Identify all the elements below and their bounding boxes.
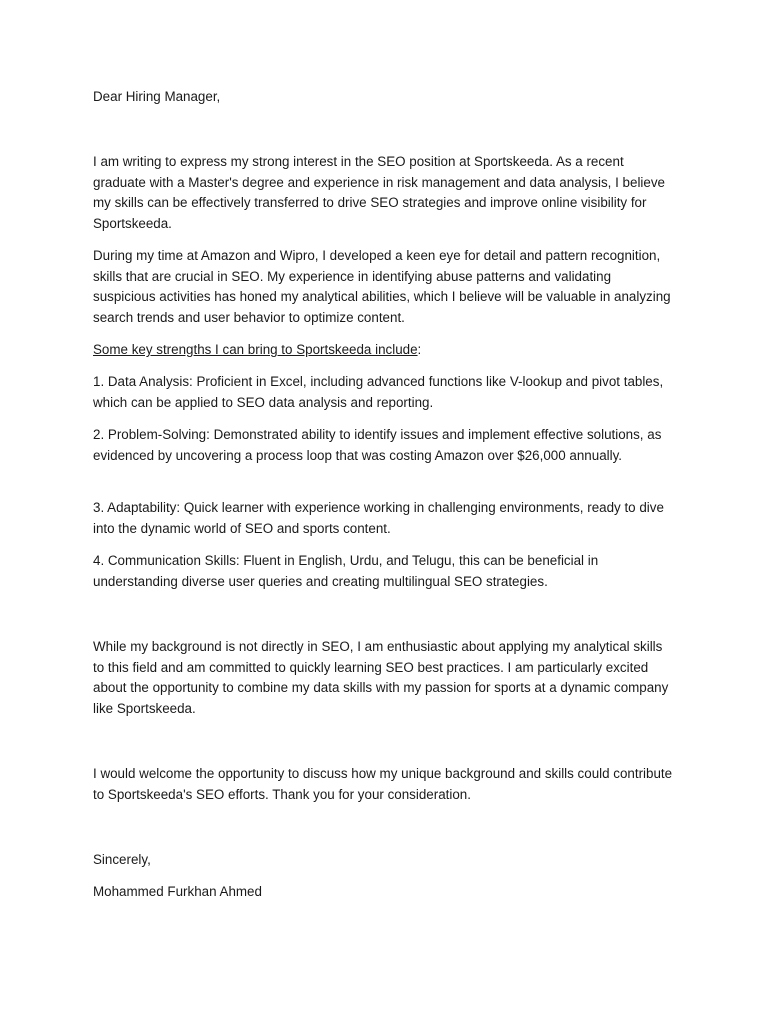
experience-paragraph: During my time at Amazon and Wipro, I developed a keen eye for detail and pattern recognition, skills that are crucial in SEO. My experience in identifying abuse patterns and validating suspicious activities has honed my analytical abilities, which I believe will be valuable in analyzing search trends and user behavior to optimize content. <box>93 248 671 325</box>
salutation: Dear Hiring Manager, <box>93 89 221 104</box>
signoff: Sincerely, <box>93 852 151 867</box>
strength-item-3: 3. Adaptability: Quick learner with experience working in challenging environments, ready to dive into the dynamic world of SEO and sports content. <box>93 500 664 536</box>
closing-paragraph: I would welcome the opportunity to discuss how my unique background and skills could contribute to Sportskeeda's SEO efforts. Thank you for your consideration. <box>93 766 673 802</box>
strengths-heading-colon: : <box>417 342 422 357</box>
strength-item-4: 4. Communication Skills: Fluent in English, Urdu, and Telugu, this can be beneficial in understanding diverse user queries and creating multilingual SEO strategies. <box>93 553 599 589</box>
background-paragraph: While my background is not directly in SEO, I am enthusiastic about applying my analytical skills to this field and am committed to quickly learning SEO best practices. I am particularly excited about the opportunity to combine my data skills with my passion for sports at a dynamic company like Sportskeeda. <box>93 639 669 716</box>
strengths-heading <box>93 340 675 361</box>
signature-name: Mohammed Furkhan Ahmed <box>93 884 262 899</box>
strength-item-2: 2. Problem-Solving: Demonstrated ability to identify issues and implement effective solutions, as evidenced by uncovering a process loop that was costing Amazon over $26,000 annually. <box>93 427 662 463</box>
intro-paragraph: I am writing to express my strong interest in the SEO position at Sportskeeda. As a recent graduate with a Master's degree and experience in risk management and data analysis, I believe my skills can be effectively transferred to drive SEO strategies and improve online visibility for Sportskeeda. <box>93 154 665 231</box>
strength-item-1: 1. Data Analysis: Proficient in Excel, including advanced functions like V-lookup and pivot tables, which can be applied to SEO data analysis and reporting. <box>93 374 664 410</box>
strengths-heading-text: Some key strengths I can bring to Sportskeeda include <box>93 342 418 357</box>
